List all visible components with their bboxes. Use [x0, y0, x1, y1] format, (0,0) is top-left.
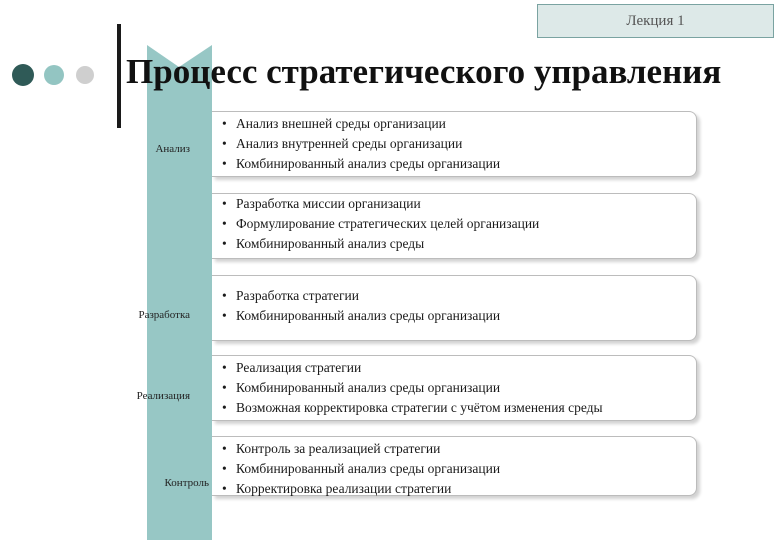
lecture-label: Лекция 1	[626, 12, 685, 29]
stage-label-development: Разработка	[138, 309, 190, 321]
list-item: • Комбинированный анализ среды организации	[222, 380, 501, 395]
list-item: • Контроль за реализацией стратегии	[222, 441, 441, 456]
page-title: Процесс стратегического управления	[126, 52, 722, 91]
list-item: • Анализ внешней среды организации	[222, 116, 446, 131]
list-item: • Корректировка реализации стратегии	[222, 481, 452, 496]
stage-list	[222, 358, 603, 418]
stage-label-implementation: Реализация	[136, 390, 190, 402]
stage-label-control: Контроль	[164, 477, 209, 489]
list-item: • Разработка стратегии	[222, 288, 359, 303]
title-divider	[117, 24, 121, 128]
list-item: • Разработка миссии организации	[222, 196, 421, 211]
list-item: • Комбинированный анализ среды организации	[222, 461, 501, 476]
stage-list	[222, 114, 500, 174]
stage-panel-analysis	[212, 111, 697, 177]
stage-panel-implementation	[212, 355, 697, 421]
lecture-label-box	[537, 4, 774, 38]
stage-list	[222, 439, 500, 499]
list-item: • Комбинированный анализ среды	[222, 236, 425, 251]
stage-list	[222, 194, 539, 254]
stage-panel-goals	[212, 193, 697, 259]
list-item: • Комбинированный анализ среды организации	[222, 156, 501, 171]
list-item: • Возможная корректировка стратегии с учётом изменения среды	[222, 400, 603, 415]
stage-column	[136, 45, 212, 540]
stage-list	[222, 286, 500, 326]
stage-label-analysis: Анализ	[155, 143, 190, 155]
list-item: • Анализ внутренней среды организации	[222, 136, 463, 151]
stage-panel-control	[212, 436, 697, 496]
stage-panel-development	[212, 275, 697, 341]
list-item: • Комбинированный анализ среды организации	[222, 308, 501, 323]
list-item: • Формулирование стратегических целей организации	[222, 216, 540, 231]
list-item: • Реализация стратегии	[222, 360, 362, 375]
